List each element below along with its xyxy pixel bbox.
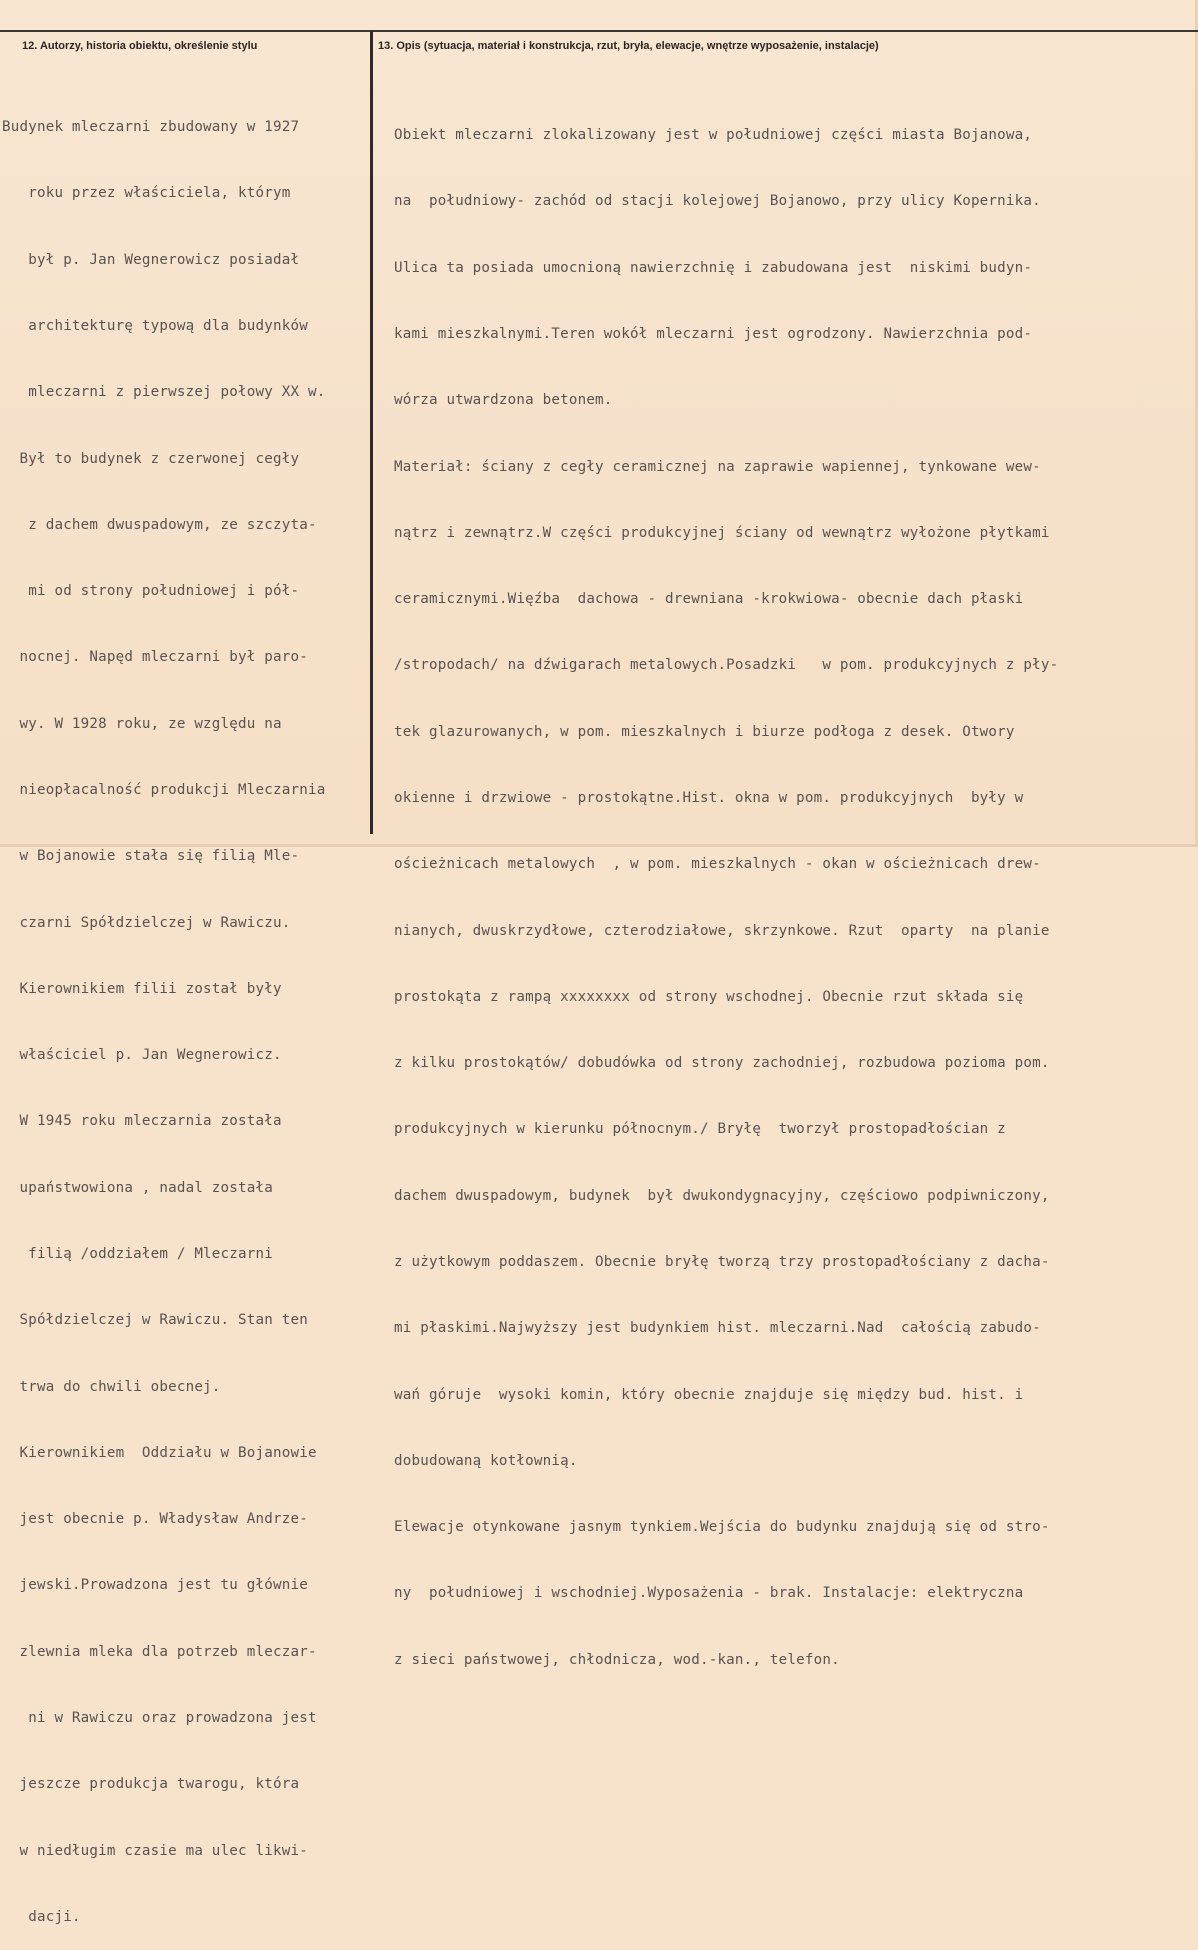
description-line: kami mieszkalnymi.Teren wokół mleczarni jest ogrodzony. Nawierzchnia pod-: [394, 326, 1033, 343]
history-line: Kierownikiem filii został były: [2, 980, 282, 997]
section-13-heading: 13. Opis (sytuacja, materiał i konstrukcja, rzut, bryła, elewacje, wnętrze wyposażenie, instalacje): [378, 40, 879, 52]
history-line: filią /oddziałem / Mleczarni: [2, 1245, 273, 1262]
history-line: zlewnia mleka dla potrzeb mleczar-: [2, 1643, 317, 1660]
history-text: [2, 72, 368, 1950]
description-line: na południowy- zachód od stacji kolejowej Bojanowo, przy ulicy Kopernika.: [394, 193, 1041, 210]
description-line: tek glazurowanych, w pom. mieszkalnych i biurze podłoga z desek. Otwory: [394, 723, 1015, 740]
history-line: Budynek mleczarni zbudowany w 1927: [2, 119, 300, 136]
description-line: Ulica ta posiada umocnioną nawierzchnię i zabudowana jest niskimi budyn-: [394, 259, 1033, 276]
description-line: dachem dwuspadowym, budynek był dwukondygnacyjny, częściowo podpiwniczony,: [394, 1187, 1050, 1204]
history-line: nocnej. Napęd mleczarni był paro-: [2, 649, 308, 666]
description-line: okienne i drzwiowe - prostokątne.Hist. okna w pom. produkcyjnych były w: [394, 790, 1024, 806]
description-line: z sieci państwowej, chłodnicza, wod.-kan., telefon.: [394, 1651, 840, 1668]
description-line: Materiał: ściany z cegły ceramicznej na zaprawie wapiennej, tynkowane wew-: [394, 458, 1041, 475]
history-line: jeszcze produkcja twarogu, która: [2, 1776, 300, 1793]
history-line: Kierownikiem Oddziału w Bojanowie: [2, 1444, 317, 1461]
description-line: produkcyjnych w kierunku północnym./ Bryłę tworzył prostopadłościan z: [394, 1121, 1006, 1138]
section-12-heading: 12. Autorzy, historia obiektu, określenie stylu: [22, 40, 258, 52]
description-line: wórza utwardzona betonem.: [394, 392, 613, 409]
description-line: nątrz i zewnątrz.W części produkcyjnej ściany od wewnątrz wyłożone płytkami: [394, 524, 1050, 541]
history-line: właściciel p. Jan Wegnerowicz.: [2, 1047, 282, 1064]
column-divider: [370, 31, 373, 834]
history-line: Był to budynek z czerwonej cegły: [2, 450, 300, 467]
history-line: z dachem dwuspadowym, ze szczyta-: [2, 516, 317, 533]
description-line: ny południowej i wschodniej.Wyposażenia - brak. Instalacje: elektryczna: [394, 1585, 1024, 1602]
description-line: prostokąta z rampą xxxxxxxx od strony wschodnej. Obecnie rzut składa się: [394, 988, 1024, 1005]
description-line: z użytkowym poddaszem. Obecnie bryłę tworzą trzy prostopadłościany z dacha-: [394, 1253, 1050, 1270]
history-line: mleczarni z pierwszej połowy XX w.: [2, 384, 326, 401]
description-line: z kilku prostokątów/ dobudówka od strony zachodniej, rozbudowa pozioma pom.: [394, 1055, 1050, 1072]
description-line: Elewacje otynkowane jasnym tynkiem.Wejścia do budynku znajdują się od stro-: [394, 1519, 1050, 1536]
description-line: mi płaskimi.Najwyższy jest budynkiem hist. mleczarni.Nad całością zabudo-: [394, 1320, 1041, 1337]
history-line: ni w Rawiczu oraz prowadzona jest: [2, 1709, 317, 1726]
history-line: wy. W 1928 roku, ze względu na: [2, 715, 282, 732]
history-line: w Bojanowie stała się filią Mle-: [2, 848, 300, 865]
history-line: w niedługim czasie ma ulec likwi-: [2, 1842, 308, 1859]
history-line: jest obecnie p. Władysław Andrze-: [2, 1511, 308, 1528]
header-rule: [0, 30, 1198, 32]
history-line: dacji.: [2, 1908, 81, 1925]
history-line: czarni Spółdzielczej w Rawiczu.: [2, 914, 291, 931]
history-line: W 1945 roku mleczarnia została: [2, 1113, 282, 1130]
description-line: nianych, dwuskrzydłowe, czterodziałowe, skrzynkowe. Rzut oparty na planie: [394, 922, 1050, 939]
description-line: wań góruje wysoki komin, który obecnie znajduje się między bud. hist. i: [394, 1386, 1024, 1403]
description-line: /stropodach/ na dźwigarach metalowych.Posadzki w pom. produkcyjnych z pły-: [394, 657, 1059, 674]
history-line: jewski.Prowadzona jest tu głównie: [2, 1577, 308, 1594]
description-line: dobudowaną kotłownią.: [394, 1452, 578, 1469]
description-line: ceramicznymi.Więźba dachowa - drewniana -krokwiowa- obecnie dach płaski: [394, 591, 1024, 608]
description-text: [394, 80, 1194, 1693]
history-line: był p. Jan Wegnerowicz posiadał: [2, 251, 300, 268]
history-line: mi od strony południowej i pół-: [2, 583, 300, 600]
history-line: roku przez właściciela, którym: [2, 185, 291, 202]
history-line: upaństwowiona , nadal została: [2, 1179, 273, 1196]
history-line: Spółdzielczej w Rawiczu. Stan ten: [2, 1312, 308, 1329]
history-line: trwa do chwili obecnej.: [2, 1378, 221, 1395]
history-line: architekturę typową dla budynków: [2, 318, 308, 335]
description-line: Obiekt mleczarni zlokalizowany jest w południowej części miasta Bojanowa,: [394, 127, 1033, 144]
description-line: ościeżnicach metalowych , w pom. mieszkalnych - okan w ościeżnicach drew-: [394, 856, 1041, 873]
history-line: nieopłacalność produkcji Mleczarnia: [2, 782, 326, 798]
